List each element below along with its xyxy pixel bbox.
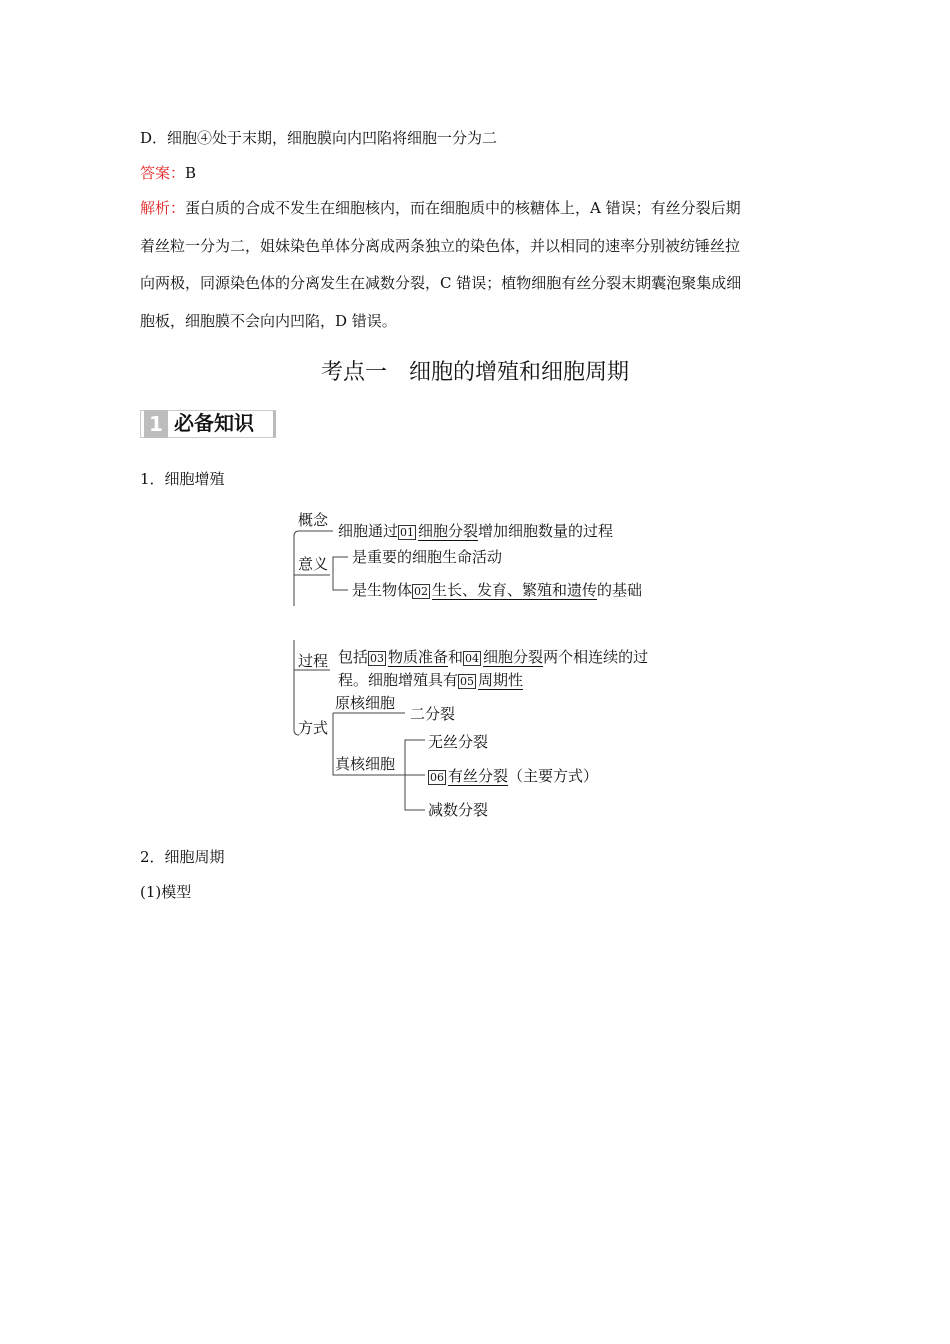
blank-number: 01 — [400, 526, 415, 539]
meaning-label: 意义 — [298, 555, 329, 573]
answer-line — [140, 163, 196, 183]
answer-blank: 细胞分裂 — [418, 522, 479, 540]
blank-number: 04 — [465, 652, 480, 665]
answer-blank: 物质准备 — [388, 648, 449, 666]
concept-text — [338, 522, 613, 540]
text: 程。细胞增殖具有 — [338, 671, 459, 689]
mitosis — [428, 767, 598, 785]
heading-cell-cycle: 2．细胞周期 — [140, 848, 225, 866]
answer-blank: 生长、发育、繁殖和遗传 — [432, 581, 598, 599]
meiosis: 减数分裂 — [428, 801, 489, 819]
analysis-line-3: 向两极，同源染色体的分离发生在减数分裂，C 错误；植物细胞有丝分裂末期囊泡聚集成细 — [140, 274, 742, 292]
blank-number: 02 — [414, 585, 429, 598]
text: 的基础 — [597, 581, 643, 599]
answer-value: B — [185, 164, 197, 182]
text: 细胞通过 — [338, 522, 399, 540]
binary-fission: 二分裂 — [410, 705, 456, 723]
analysis-text: 蛋白质的合成不发生在细胞核内，而在细胞质中的核糖体上，A 错误；有丝分裂后期 — [185, 199, 741, 217]
process-label: 过程 — [298, 652, 329, 670]
amitosis: 无丝分裂 — [428, 733, 489, 751]
eukaryote: 真核细胞 — [335, 755, 396, 773]
text: （主要方式） — [508, 767, 599, 785]
meaning-1: 是重要的细胞生命活动 — [352, 548, 503, 566]
blank-number: 06 — [430, 771, 444, 784]
text: 增加细胞数量的过程 — [478, 522, 614, 540]
heading-cell-proliferation: 1．细胞增殖 — [140, 470, 225, 488]
answer-label: 答案： — [140, 164, 186, 182]
answer-blank: 细胞分裂 — [483, 648, 544, 666]
text: 包括 — [338, 648, 369, 666]
badge-label: 必备知识 — [174, 411, 254, 435]
text: 是生物体 — [352, 581, 413, 599]
blank-number: 05 — [460, 675, 475, 688]
analysis-line-2: 着丝粒一分为二，姐妹染色单体分离成两条独立的染色体，并以相同的速率分别被纺锤丝拉 — [140, 237, 741, 255]
meaning-2 — [352, 581, 642, 599]
section-title: 考点一 细胞的增殖和细胞周期 — [320, 360, 629, 385]
blank-number: 03 — [370, 652, 385, 665]
answer-blank: 周期性 — [478, 671, 524, 689]
text: 两个相连续的过 — [543, 648, 649, 666]
analysis-line-1 — [140, 198, 741, 218]
text: 和 — [448, 648, 464, 666]
option-d: D．细胞④处于末期，细胞膜向内凹陷将细胞一分为二 — [140, 129, 498, 147]
concept-label: 概念 — [298, 511, 329, 529]
analysis-line-4: 胞板，细胞膜不会向内凹陷，D 错误。 — [140, 312, 397, 330]
badge-number: 1 — [144, 410, 168, 438]
heading-model: (1)模型 — [140, 883, 192, 901]
mode-label: 方式 — [298, 719, 329, 737]
section-badge — [140, 408, 274, 438]
process-text-2 — [338, 671, 523, 689]
answer-blank: 有丝分裂 — [448, 767, 509, 785]
process-text-1 — [338, 648, 648, 666]
analysis-label: 解析： — [140, 199, 186, 217]
prokaryote: 原核细胞 — [335, 694, 396, 712]
